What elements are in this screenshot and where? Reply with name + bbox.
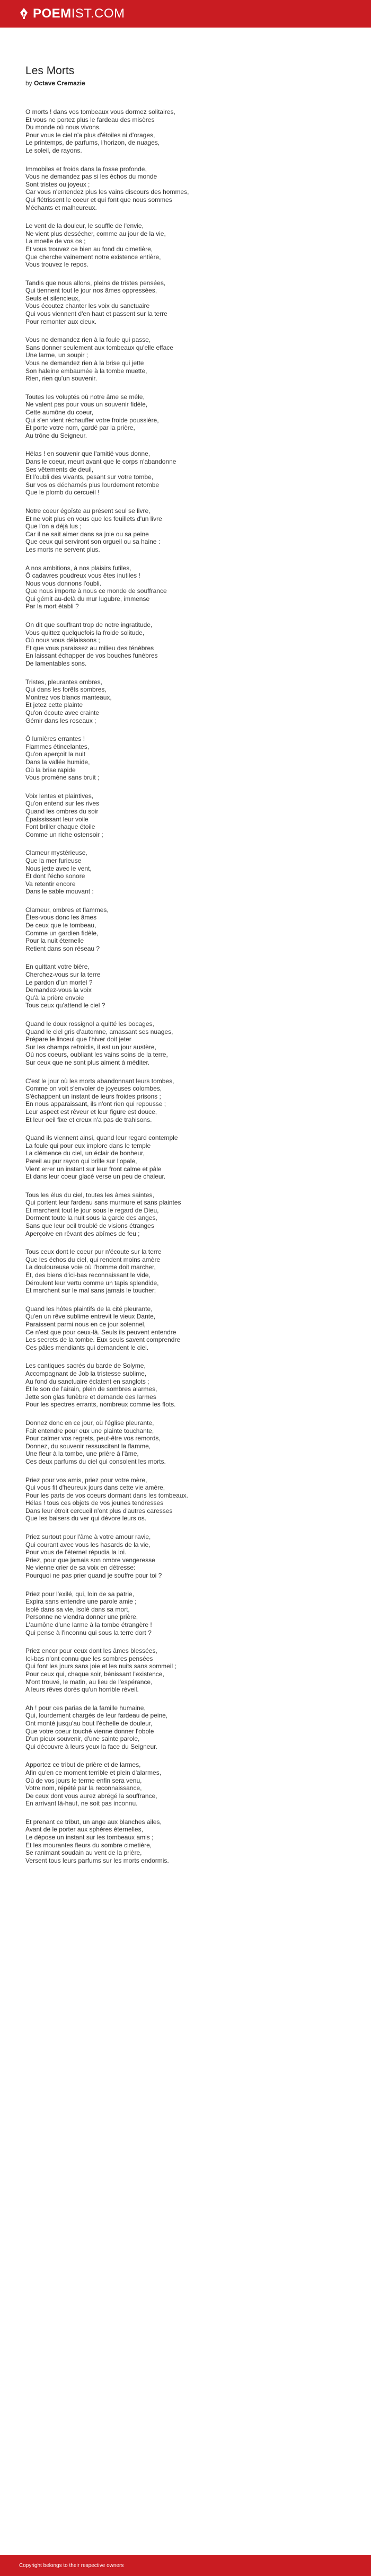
poem-line: En laissant échapper de vos bouches funèbres xyxy=(25,652,158,660)
poem-line: Seuls et silencieux, xyxy=(25,294,80,302)
poem-line: Où nous vous délaissons ; xyxy=(25,636,100,644)
poem-line: On dit que souffrant trop de notre ingratitude, xyxy=(25,621,153,629)
stanza xyxy=(25,108,354,155)
stanza xyxy=(25,564,354,611)
poem-line: Du monde où nous vivons. xyxy=(25,123,101,131)
stanza xyxy=(25,792,354,839)
poem-line: Tous ceux dont le coeur pur n'écoute sur la terre xyxy=(25,1248,162,1256)
poem-line: Accompagnant de Job la tristesse sublime, xyxy=(25,1369,147,1377)
poem-line: Rien, rien qu'un souvenir. xyxy=(25,375,98,383)
poem-line: Les secrets de la tombe. Eux seuls savent comprendre xyxy=(25,1336,181,1344)
poem-line: Au fond du sanctuaire éclatent en sanglots ; xyxy=(25,1377,149,1385)
poem-line: Dans leur étroit cercueil n'ont plus d'autres caresses xyxy=(25,1507,173,1515)
poem-line: D'un pieux souvenir, d'une sainte parole, xyxy=(25,1735,140,1743)
poem-line: Et leur oeil fixe et creux n'a pas de trahisons. xyxy=(25,1116,152,1123)
poem-line: Sur les champs refroidis, il est un jour austère, xyxy=(25,1043,156,1051)
poem-line: Et marchent tout le jour sous le regard de Dieu, xyxy=(25,1206,159,1214)
poem-line: Qui s'en vient réchauffer votre froide poussière, xyxy=(25,416,159,424)
site-name: POEMIST.COM xyxy=(33,6,125,21)
poem-line: Priez encor pour ceux dont les âmes blessées, xyxy=(25,1647,157,1655)
poem-line: S'échappent un instant de leurs froides prisons ; xyxy=(25,1092,161,1100)
poem-line: Donnez donc en ce jour, où l'église pleurante, xyxy=(25,1419,154,1427)
stanza xyxy=(25,849,354,896)
poem-line: Dorment toute la nuit sous la garde des anges, xyxy=(25,1214,157,1222)
poem-line: Prépare le linceul que l'hiver doit jeter xyxy=(25,1035,131,1043)
poem-line: Priez surtout pour l'âme à votre amour ravie, xyxy=(25,1533,151,1541)
poem-line: Pour les spectres errants, nombreux comme les flots. xyxy=(25,1401,176,1409)
poem-line: Voix lentes et plaintives, xyxy=(25,792,94,800)
poem-line: Le vent de la douleur, le souffle de l'envie, xyxy=(25,222,144,230)
stanza xyxy=(25,1533,354,1580)
poem-line: Et vous ne portez plus le fardeau des misères xyxy=(25,116,155,123)
poem-line: Aperçoive en rêvant des abîmes de feu ; xyxy=(25,1229,140,1237)
poem-line: Que cherche vainement notre existence entière, xyxy=(25,253,161,261)
poem-line: Quand les hôtes plaintifs de la cité pleurante, xyxy=(25,1305,153,1313)
stanza xyxy=(25,1248,354,1295)
poem-line: Nous jette avec le vent, xyxy=(25,864,92,872)
poem-line: Font briller chaque étoile xyxy=(25,823,95,831)
poem-line: Car il ne sait aimer dans sa joie ou sa peine xyxy=(25,530,149,538)
poem-line: Et marchent sur le mal sans jamais le toucher; xyxy=(25,1287,156,1295)
poem-line: Jette son glas funèbre et demande des larmes xyxy=(25,1393,156,1401)
poem-line: Donnez, du souvenir ressuscitant la flamme, xyxy=(25,1442,151,1450)
poem-line: De ceux que le tombeau, xyxy=(25,922,96,930)
poem-line: Qui, lourdement chargés de leur fardeau de peine, xyxy=(25,1712,168,1720)
poem-line: Se ranimant soudain au vent de la prière, xyxy=(25,1849,142,1857)
poem-line: Ne vienne crier de sa voix en détresse: xyxy=(25,1564,136,1572)
poem-line: Pour les parts de vos coeurs dormant dans les tombeaux. xyxy=(25,1491,188,1499)
stanza xyxy=(25,1647,354,1694)
poem-line: Les morts ne servent plus. xyxy=(25,545,100,553)
poem-line: Ce n'est que pour ceux-là. Seuls ils peuvent entendre xyxy=(25,1328,176,1336)
poem-line: Que ceux qui serviront son orgueil ou sa haine : xyxy=(25,538,161,546)
poem-line: N'ont trouvé, le matin, au lieu de l'espérance, xyxy=(25,1678,153,1686)
poem-line: Versent tous leurs parfums sur les morts endormis. xyxy=(25,1856,169,1864)
poem-line: Au trône du Seigneur. xyxy=(25,431,87,439)
poem-line: Flammes étincelantes, xyxy=(25,742,90,750)
poem-line: Tandis que nous allons, pleins de tristes pensées, xyxy=(25,279,166,287)
poem-line: Qui vous viennent d'en haut et passent sur la terre xyxy=(25,310,167,318)
poem-line: Que nous importe à nous ce monde de souffrance xyxy=(25,587,167,595)
stanza xyxy=(25,963,354,1010)
poem-line: Ici-bas n'ont connu que les sombres pensées xyxy=(25,1654,153,1662)
poem-line: De ceux dont vous aurez abrégé la souffrance, xyxy=(25,1792,157,1800)
site-header xyxy=(0,0,371,28)
poem-line: Êtes-vous donc les âmes xyxy=(25,914,97,922)
byline xyxy=(25,79,354,87)
poem-line: Et les mourantes fleurs du sombre cimetière, xyxy=(25,1841,152,1849)
poem-line: Le soleil, de rayons. xyxy=(25,146,82,154)
stanza xyxy=(25,1305,354,1352)
poem-line: En quittant votre bière, xyxy=(25,963,90,971)
poem-line: Son haleine embaumée à la tombe muette, xyxy=(25,367,147,375)
poem-line: Pour calmer vos regrets, peut-être vos remords, xyxy=(25,1435,161,1442)
poem-line: Et, des biens d'ici-bas reconnaissant le vide, xyxy=(25,1271,151,1279)
poem-line: Tous ceux qu'attend le ciel ? xyxy=(25,1002,105,1010)
poem-line: Montrez vos blancs manteaux, xyxy=(25,693,112,701)
poem-line: Où la brise rapide xyxy=(25,766,76,774)
poem-line: Pour vous de l'éternel répudia la loi. xyxy=(25,1548,127,1556)
poem-line: Sont tristes ou joyeux ; xyxy=(25,180,90,188)
stanza xyxy=(25,336,354,383)
poem-line: Vous ne demandez rien à la brise qui jette xyxy=(25,359,144,367)
poem-line: Ont monté jusqu'au bout l'échelle de douleur, xyxy=(25,1719,153,1727)
stanza xyxy=(25,678,354,725)
poem-line: Que les baisers du ver qui dévore leurs os. xyxy=(25,1515,147,1522)
poem-line: Sur vos os décharnés plus lourdement retombe xyxy=(25,481,160,489)
poem-line: Comme on voit s'envoler de joyeuses colombes, xyxy=(25,1085,162,1093)
poem-line: Gémir dans les roseaux ; xyxy=(25,716,96,724)
poem-line: Et jetez cette plainte xyxy=(25,701,83,709)
poem-line: Va retentir encore xyxy=(25,880,76,888)
poem-line: Où de vos jours le terme enfin sera venu, xyxy=(25,1776,142,1784)
stanza xyxy=(25,1818,354,1865)
poem-line: Sans donner seulement aux tombeaux qu'elle efface xyxy=(25,343,173,351)
poem-line: Cette aumône du coeur, xyxy=(25,409,94,416)
stanza xyxy=(25,1476,354,1523)
poem-line: Comme un riche ostensoir ; xyxy=(25,830,103,838)
poem-line: Votre nom, répété par la reconnaissance, xyxy=(25,1784,142,1792)
poem-line: Vous ne demandez pas si les échos du monde xyxy=(25,173,157,181)
poem-line: Pour la nuit éternelle xyxy=(25,937,84,945)
stanza xyxy=(25,1362,354,1409)
poem-line: C'est le jour où les morts abandonnant leurs tombes, xyxy=(25,1077,174,1085)
poem-line: Qui pense à l'inconnu qui sous la terre dort ? xyxy=(25,1628,152,1636)
poem-line: Dans le sable mouvant : xyxy=(25,888,94,896)
poem-line: Car vous n'entendez plus les vains discours des hommes, xyxy=(25,188,189,196)
poem-line: Qui dans les forêts sombres, xyxy=(25,686,107,694)
by-label: by xyxy=(25,79,32,87)
stanza xyxy=(25,279,354,326)
poem-line: Et vous trouvez ce bien au fond du cimetière, xyxy=(25,245,153,253)
poem-line: Retient dans son réseau ? xyxy=(25,944,100,952)
poem-line: Personne ne viendra donner une prière, xyxy=(25,1613,138,1621)
poem-line: Que l'on a déjà lus ; xyxy=(25,523,82,530)
poem-line: Hélas ! en souvenir que l'amitié vous donne, xyxy=(25,450,151,458)
stanza xyxy=(25,393,354,440)
poem-line: Dans le coeur, meurt avant que le corps n'abandonne xyxy=(25,457,176,465)
poem-line: Qu'en un rêve sublime entrevit le vieux Dante, xyxy=(25,1313,156,1321)
poem-line: Pareil au pur rayon qui brille sur l'opale, xyxy=(25,1157,137,1165)
poem-line: Priez pour vos amis, priez pour votre mère, xyxy=(25,1476,147,1484)
poem-line: Vous quittez quelquefois la froide solitude, xyxy=(25,628,145,636)
poem-line: Avant de le porter aux sphères éternelles, xyxy=(25,1826,143,1834)
poem-line: Vous trouvez le repos. xyxy=(25,261,89,269)
poem-line: Ah ! pour ces parias de la famille humaine, xyxy=(25,1704,146,1712)
stanza xyxy=(25,735,354,782)
poem-line: Qui portent leur fardeau sans murmure et sans plaintes xyxy=(25,1199,181,1207)
poem-line: La moelle de vos os ; xyxy=(25,237,86,245)
poem-line: Qu'on entend sur les rives xyxy=(25,800,100,808)
poem-line: Qui font les jours sans joie et les nuits sans sommeil ; xyxy=(25,1662,176,1670)
poem-line: Le printemps, de parfums, l'horizon, de nuages, xyxy=(25,139,160,147)
poem-line: Qui tiennent tout le jour nos âmes oppressées, xyxy=(25,287,157,295)
poem-line: O morts ! dans vos tombeaux vous dormez solitaires, xyxy=(25,108,175,116)
poem-line: Déroulent leur vertu comme un tapis splendide, xyxy=(25,1279,159,1287)
poem-line: La clémence du ciel, un éclair de bonheur, xyxy=(25,1149,145,1157)
poem-line: Demandez-vous la voix xyxy=(25,986,92,994)
poem-line: Qu'on écoute avec crainte xyxy=(25,709,100,716)
poem-line: Que la mer furieuse xyxy=(25,856,82,864)
poem-line: Ne valent pas pour vous un souvenir fidèle, xyxy=(25,401,148,409)
poem-title: Les Morts xyxy=(25,65,75,77)
stanza xyxy=(25,450,354,497)
poem-line: Cherchez-vous sur la terre xyxy=(25,971,101,979)
poem-line: Expira sans entendre une parole amie ; xyxy=(25,1598,137,1606)
poem-line: Fait entendre pour eux une plainte touchante, xyxy=(25,1427,154,1435)
poem-line: En arrivant là-haut, ne soit pas inconnu. xyxy=(25,1800,138,1808)
poem-line: Et dont l'écho sonore xyxy=(25,872,85,880)
poem-line: Qui courant avec vous les hasards de la vie, xyxy=(25,1541,151,1548)
poem-line: Afin qu'en ce moment terrible et plein d'alarmes, xyxy=(25,1768,162,1776)
poem-line: Ô lumières errantes ! xyxy=(25,735,85,743)
site-logo[interactable] xyxy=(19,6,125,21)
poem-line: Leur aspect est rêveur et leur figure est douce, xyxy=(25,1108,157,1116)
stanza xyxy=(25,1590,354,1637)
poem-line: Ne vient plus dessécher, comme au jour de la vie, xyxy=(25,229,166,237)
poem-line: Ses vêtements de deuil, xyxy=(25,465,94,473)
poem-line: Pour remonter aux cieux. xyxy=(25,317,97,325)
poem-line: Et prenant ce tribut, un ange aux blanches ailes, xyxy=(25,1818,162,1826)
poem-line: Qui découvre à leurs yeux la face du Seigneur. xyxy=(25,1742,157,1750)
poem-line: Qu'à la prière envoie xyxy=(25,994,84,1002)
poem-line: Et que vous paraissez au milieu des ténèbres xyxy=(25,644,154,652)
author-name[interactable]: Octave Cremazie xyxy=(34,79,85,87)
poem-body xyxy=(25,108,354,1864)
poem-line: Hélas ! tous ces objets de vos jeunes tendresses xyxy=(25,1499,164,1507)
poem-line: Par la mort établi ? xyxy=(25,603,79,610)
poem-line: L'aumône d'une larme à la tombe étrangère ! xyxy=(25,1621,152,1628)
stanza xyxy=(25,1761,354,1808)
stanza xyxy=(25,906,354,953)
stanza xyxy=(25,222,354,269)
poem-line: Sur ceux que ne sont plus aiment à méditer. xyxy=(25,1058,150,1066)
poem-line: Qui gémit au-delà du mur lugubre, immense xyxy=(25,595,150,603)
poem-line: Vous ne demandez rien à la foule qui passe, xyxy=(25,336,151,344)
poem-line: Quand ils viennent ainsi, quand leur regard contemple xyxy=(25,1134,178,1142)
poem-line: Isolé dans sa vie, isolé dans sa mort, xyxy=(25,1605,130,1613)
poem-line: Quand le ciel gris d'automne, amassant ses nuages, xyxy=(25,1028,173,1035)
poem-line: Paraissent parmi nous en ce jour solennel, xyxy=(25,1321,146,1328)
copyright-text: Copyright belongs to their respective owners xyxy=(19,2562,124,2569)
poem-line: Où nos coeurs, oubliant les vains soins de la terre, xyxy=(25,1051,168,1059)
poem-line: Vous écoutez chanter les voix du sanctuaire xyxy=(25,302,150,310)
poem-line: Et porte votre nom, gardé par la prière, xyxy=(25,424,135,432)
poem-line: Clameur, ombres et flammes, xyxy=(25,906,109,914)
poem-line: Ô cadavres poudreux vous êtes inutiles ! xyxy=(25,572,140,580)
poem-line: Pour ceux qui, chaque soir, bénissant l'existence, xyxy=(25,1670,164,1678)
stanza xyxy=(25,621,354,668)
poem-line: Qui flétrissent le coeur et qui font que nous sommes xyxy=(25,196,172,203)
poem-line: La foule qui pour eux implore dans le temple xyxy=(25,1141,151,1149)
poem-line: Que votre coeur touché vienne donner l'obole xyxy=(25,1727,154,1735)
poem-line: Et le son de l'airain, plein de sombres alarmes, xyxy=(25,1385,157,1393)
poem-line: Une larme, un soupir ; xyxy=(25,351,89,359)
stanza xyxy=(25,1704,354,1751)
poem-line: A leurs rêves dorés qu'un horrible réveil. xyxy=(25,1686,139,1694)
poem-line: Toutes les voluptés où notre âme se mêle, xyxy=(25,393,145,401)
poem-line: Nous vous donnons l'oubli. xyxy=(25,579,102,587)
poem-line: Le dépose un instant sur les tombeaux amis ; xyxy=(25,1834,154,1842)
poem-line: A nos ambitions, à nos plaisirs futiles, xyxy=(25,564,131,572)
poem-line: De lamentables sons. xyxy=(25,660,87,668)
poem-line: Sans que leur oeil troublé de visions étranges xyxy=(25,1222,154,1230)
poem-line: Dans la vallée humide, xyxy=(25,758,90,766)
poem-line: Qui vous fit d'heureux jours dans cette vie amère, xyxy=(25,1484,165,1492)
poem-line: En nous apparaissant, ils n'ont rien qui repousse ; xyxy=(25,1100,166,1108)
poem-line: Comme un gardien fidèle, xyxy=(25,929,99,937)
poem-line: Que les échos du ciel, qui rendent moins amère xyxy=(25,1255,161,1263)
stanza xyxy=(25,1020,354,1067)
stanza xyxy=(25,1191,354,1238)
poem-line: Que le plomb du cercueil ! xyxy=(25,489,100,497)
poem-line: Priez pour l'exilé, qui, loin de sa patrie, xyxy=(25,1590,135,1598)
stanza xyxy=(25,1134,354,1181)
site-footer xyxy=(0,2555,371,2576)
poem-line: Notre coeur égoïste au présent seul se livre, xyxy=(25,507,151,515)
poem-line: Pourquoi ne pas prier quand je souffre pour toi ? xyxy=(25,1572,162,1580)
poem-line: Vous promène sans bruit ; xyxy=(25,774,100,782)
poem-line: Les cantiques sacrés du barde de Solyme, xyxy=(25,1362,146,1370)
poem-line: Priez, pour que jamais son ombre vengeresse xyxy=(25,1556,155,1564)
poem-line: Le pardon d'un mortel ? xyxy=(25,978,93,986)
stanza xyxy=(25,507,354,554)
poem-line: Et ne voit plus en vous que les feuillets d'un livre xyxy=(25,515,162,523)
poem-line: Quand le doux rossignol a quitté les bocages, xyxy=(25,1020,154,1028)
poem-line: Une fleur à la tombe, une prière à l'âme, xyxy=(25,1450,139,1458)
poem-line: La douloureuse voie où l'homme doit marcher, xyxy=(25,1263,156,1271)
stanza xyxy=(25,165,354,212)
poem-line: Ces deux parfums du ciel qui consolent les morts. xyxy=(25,1457,166,1465)
poem-line: Vient errer un instant sur leur front calme et pâle xyxy=(25,1165,162,1173)
pen-nib-icon xyxy=(19,7,29,20)
poem-line: Et l'oubli des vivants, pesant sur votre tombe, xyxy=(25,473,154,481)
poem-line: Clameur mystérieuse, xyxy=(25,849,87,857)
poem-line: Qu'on aperçoit la nuit xyxy=(25,750,86,758)
poem-line: Épaississant leur voile xyxy=(25,815,89,823)
poem-line: Immobiles et froids dans la fosse profonde, xyxy=(25,165,147,173)
poem-line: Tous les élus du ciel, toutes les âmes saintes, xyxy=(25,1191,154,1199)
poem-content xyxy=(0,28,354,1864)
poem-line: Et dans leur coeur glacé verse un peu de chaleur. xyxy=(25,1173,166,1181)
poem-line: Tristes, pleurantes ombres, xyxy=(25,678,102,686)
poem-line: Quand les ombres du soir xyxy=(25,807,99,815)
poem-line: Ces pâles mendiants qui demandent le ciel. xyxy=(25,1343,149,1351)
stanza xyxy=(25,1419,354,1466)
poem-line: Pour vous le ciel n'a plus d'étoiles ni d'orages, xyxy=(25,131,155,139)
poem-line: Méchants et malheureux. xyxy=(25,203,97,211)
poem-line: Apportez ce tribut de prière et de larmes, xyxy=(25,1761,141,1769)
stanza xyxy=(25,1077,354,1124)
